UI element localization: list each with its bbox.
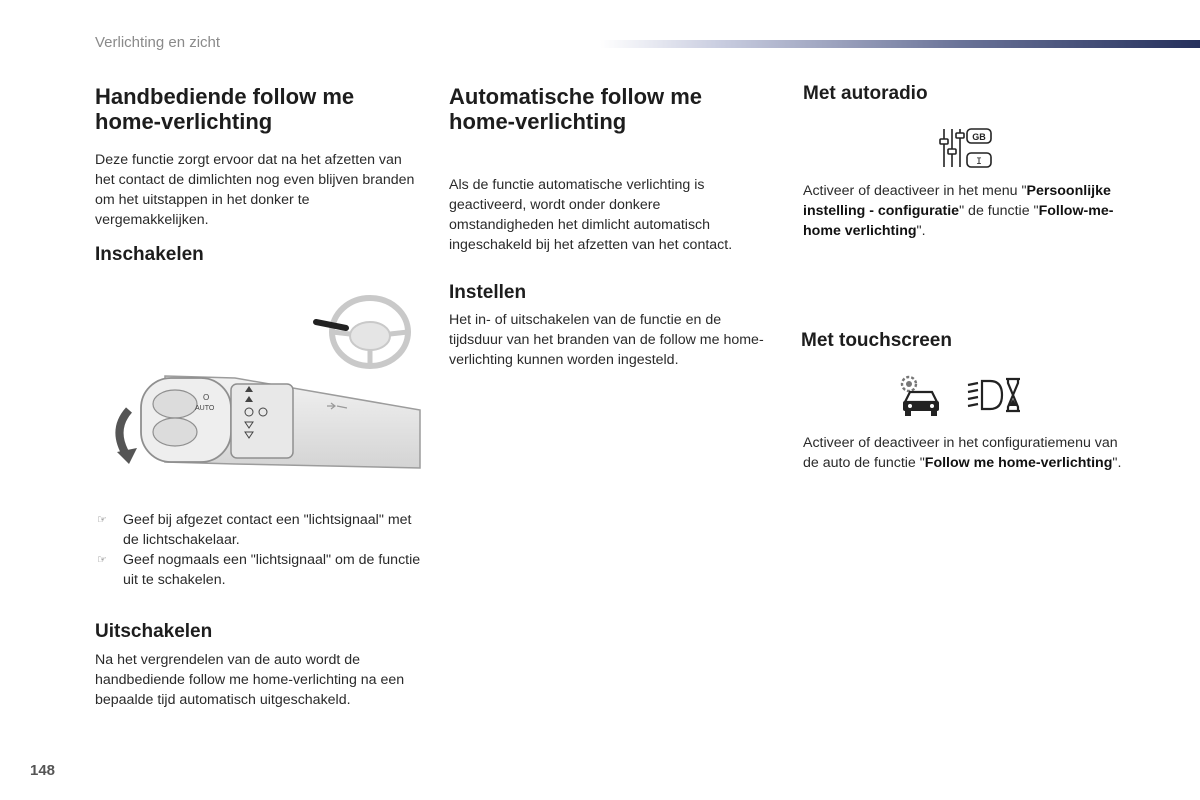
radio-icon-label-gb: GB: [972, 132, 986, 142]
headlight-hourglass-icon: [964, 375, 1024, 415]
auto-follow-me-title: Automatische follow me home-verlichting: [449, 84, 703, 134]
header-gradient-bar: [600, 40, 1200, 48]
list-item: ☞ Geef nogmaals een "lichtsignaal" om de functie uit te schakelen.: [97, 552, 421, 588]
manual-follow-me-title: Handbediende follow me home-verlichting: [95, 84, 355, 134]
light-stalk-illustration: [105, 370, 425, 475]
auto-intro-text: Als de functie automatische verlichting is geactiveerd, wordt onder donkere omstandigheden het dimlicht automatisch ingeschakeld bij het afzetten van het contact.: [449, 177, 733, 253]
disable-text: Na het vergrendelen van de auto wordt de handbediende follow me home-verlichting na een bepaalde tijd automatisch uitgeschakeld.: [95, 652, 405, 708]
steering-wheel-illustration: [312, 292, 422, 372]
radio-heading: Met autoradio: [803, 83, 928, 104]
touchscreen-heading: Met touchscreen: [801, 330, 952, 351]
radio-icon-label-i: I: [975, 157, 983, 168]
pointing-hand-icon: ☞: [97, 514, 107, 526]
sliders-settings-icon: [938, 125, 994, 171]
pointing-hand-icon: ☞: [97, 554, 107, 566]
section-header: Verlichting en zicht: [95, 34, 221, 51]
enable-bullet-list: [95, 510, 425, 590]
list-item: ☞ Geef bij afgezet contact een "lichtsignaal" met de lichtschakelaar.: [97, 512, 412, 548]
car-settings-icon: [895, 372, 945, 418]
radio-instruction-text: Activeer of deactiveer in het menu "Persoonlijke instelling - configuratie" de functie "Follow-me-home verlichting".: [803, 183, 1114, 239]
manual-intro-text: Deze functie zorgt ervoor dat na het afzetten van het contact de dimlichten nog even blijven branden om het uitstappen in het donker te vergemakkelijken.: [95, 152, 415, 228]
settings-text: Het in- of uitschakelen van de functie en de tijdsduur van het branden van de follow me home-verlichting kunnen worden ingesteld.: [449, 312, 764, 368]
stalk-label-o: O: [203, 393, 210, 402]
disable-heading: Uitschakelen: [95, 621, 213, 642]
settings-heading: Instellen: [449, 282, 527, 303]
enable-heading: Inschakelen: [95, 244, 204, 265]
page-number: 148: [30, 762, 56, 779]
stalk-label-auto: AUTO: [195, 405, 215, 412]
touchscreen-instruction-text: Activeer of deactiveer in het configuratiemenu van de auto de functie "Follow me home-verlichting".: [803, 435, 1122, 471]
